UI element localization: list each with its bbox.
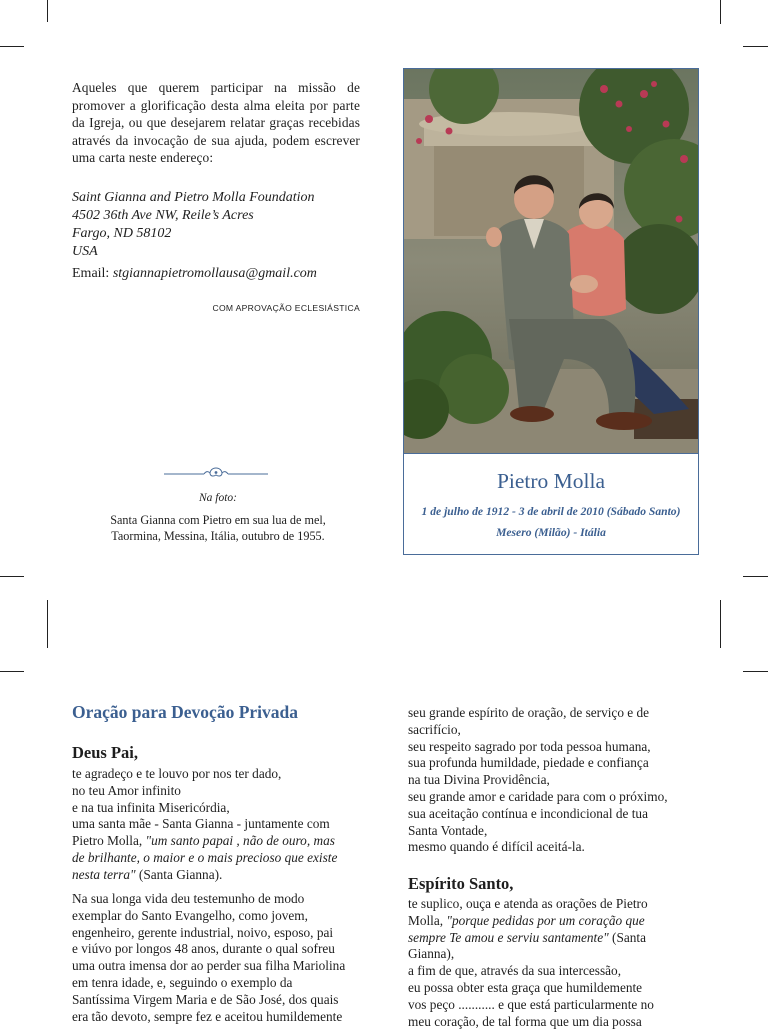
address-line: Fargo, ND 58102 — [72, 226, 172, 241]
prayer-line: sua profunda humildade, piedade e confiança — [408, 755, 649, 771]
prayer-line: seu grande amor e caridade para com o próximo, — [408, 788, 668, 804]
address-line: USA — [72, 244, 98, 259]
prayer-line: sua aceitação contínua e incondicional de tua — [408, 805, 648, 821]
crop-mark — [743, 576, 768, 577]
prayer-quote: de brilhante, o maior e o mais precioso que existe — [72, 849, 338, 865]
prayer-attribution: (Santa — [608, 929, 646, 945]
prayer-line: meu coração, de tal forma que um dia possa — [408, 1013, 642, 1029]
card-name: Pietro Molla — [496, 469, 606, 493]
prayer-line: na tua Divina Providência, — [408, 772, 550, 788]
crop-mark — [720, 600, 721, 648]
prayer-line: Pietro Molla, — [72, 833, 146, 849]
prayer-quote: sempre Te amou e serviu santamente" — [408, 929, 609, 945]
prayer-attribution: (Santa Gianna). — [135, 866, 223, 882]
prayer-line: sacrifício, — [408, 721, 461, 737]
prayer-quote: "um santo papai , não de ouro, mas — [145, 833, 335, 849]
email-label: Email: — [72, 266, 113, 281]
card-dates: 1 de julho de 1912 - 3 de abril de 2010 (Sábado Santo) — [421, 505, 681, 518]
prayer-line: mesmo quando é difícil aceitá-la. — [408, 839, 585, 855]
prayer-line: eu possa obter esta graça que humildemente — [408, 979, 643, 995]
crop-mark — [743, 46, 768, 47]
prayer-line: era tão devoto, sempre fez e aceitou humildemente — [72, 1008, 343, 1024]
intro-paragraph: Aqueles que querem participar na missão de promover a glorificação desta alma eleita por parte da Igreja, ou que desejarem relatar graças recebidas através da invocação de sua ajuda, podem escrever uma carta neste endereço: — [72, 80, 360, 166]
prayer-title: Oração para Devoção Privada — [72, 702, 298, 722]
card-place: Mesero (Milão) - Itália — [496, 526, 606, 539]
prayer-line: Na sua longa vida deu testemunho de modo — [72, 891, 305, 906]
crop-mark — [720, 0, 721, 24]
prayer-line: seu grande espírito de oração, de serviço e de — [408, 705, 650, 720]
email-line — [72, 266, 372, 282]
prayer-line: a fim de que, através da sua intercessão, — [408, 963, 622, 979]
crop-mark — [0, 576, 24, 577]
prayer-line: Molla, — [408, 912, 447, 928]
prayer-line: em tenra idade, e, seguindo o exemplo da — [72, 974, 293, 990]
crop-mark — [47, 600, 48, 648]
spirit-heading: Espírito Santo, — [408, 874, 514, 893]
prayer-line: e na tua infinita Misericórdia, — [72, 799, 230, 815]
card-divider — [404, 453, 698, 454]
prayer-line: engenheiro, gerente industrial, noivo, esposo, pai — [72, 924, 334, 940]
couple-photo — [404, 69, 698, 453]
prayer-line: te suplico, ouça e atenda as orações de Pietro — [408, 896, 648, 911]
life-paragraph — [72, 891, 372, 1025]
prayer-line: te agradeço e te louvo por nos ter dado, — [72, 766, 282, 781]
ornament-divider-icon — [164, 464, 268, 482]
prayer-quote: nesta terra" — [72, 866, 136, 882]
prayer-line: uma outra imensa dor ao perder sua filha Mariolina — [72, 958, 346, 974]
prayer-line: uma santa mãe - Santa Gianna - juntamente com — [72, 816, 330, 832]
virtues-paragraph — [408, 705, 708, 856]
crop-mark — [0, 46, 24, 47]
father-heading: Deus Pai, — [72, 743, 138, 762]
address-line: 4502 36th Ave NW, Reile’s Acres — [72, 208, 254, 223]
prayer-line: Santíssima Virgem Maria e de São José, dos quais — [72, 991, 339, 1007]
caption-line: Taormina, Messina, Itália, outubro de 1955. — [111, 529, 325, 543]
ecclesiastical-approval: COM APROVAÇÃO ECLESIÁSTICA — [212, 303, 360, 313]
caption-line: Santa Gianna com Pietro em sua lua de mel, — [110, 513, 326, 527]
spirit-paragraph — [408, 896, 708, 1030]
photo-label: Na foto: — [198, 492, 237, 504]
crop-mark — [743, 671, 768, 672]
crop-mark — [0, 671, 24, 672]
address-line: Saint Gianna and Pietro Molla Foundation — [72, 190, 315, 205]
father-paragraph — [72, 766, 372, 884]
prayer-line: vos peço ........... e que está particularmente no — [408, 996, 654, 1012]
email-address[interactable]: stgiannapietromollausa@gmail.com — [112, 266, 317, 281]
prayer-line: exemplar do Santo Evangelho, como jovem, — [72, 907, 308, 923]
prayer-line: e viúvo por longos 48 anos, durante o qual sofreu — [72, 941, 335, 957]
prayer-line: Santa Vontade, — [408, 822, 488, 838]
prayer-quote: "porque pedidas por um coração que — [446, 912, 645, 928]
prayer-line: no teu Amor infinito — [72, 782, 181, 798]
crop-mark — [47, 0, 48, 22]
photo-caption — [60, 512, 376, 544]
prayer-attribution: Gianna), — [408, 946, 455, 962]
prayer-line: seu respeito sagrado por toda pessoa humana, — [408, 738, 651, 754]
foundation-address — [72, 189, 372, 261]
